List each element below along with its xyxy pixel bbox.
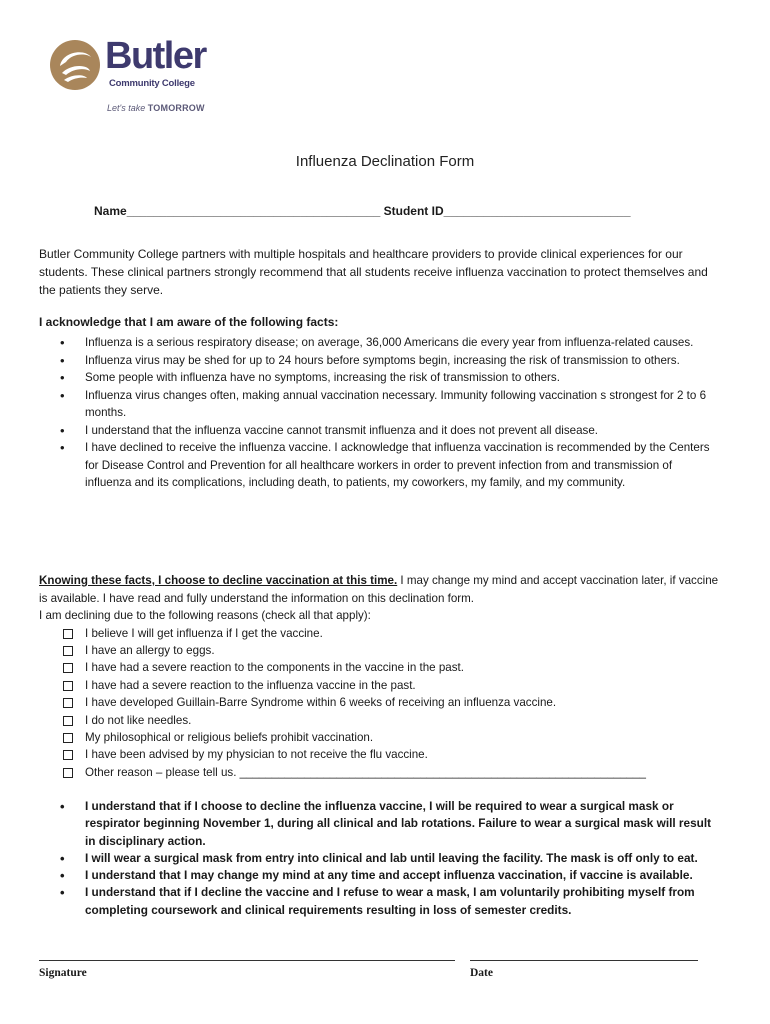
butler-logo — [50, 35, 250, 120]
student-id-blank-field[interactable]: ____________________________ — [443, 204, 631, 218]
reasons-checklist — [39, 625, 719, 782]
declination-statement — [39, 572, 719, 781]
name-student-id-row — [94, 203, 631, 220]
list-item: • I understand that if I decline the vaccine and I refuse to wear a mask, I am voluntarily prohibiting myself from completing coursework and clinical requirements resulting in loss of semester credits. — [39, 884, 719, 919]
tagline-prefix: Let's take — [107, 103, 146, 113]
reason-label: I have developed Guillain-Barre Syndrome within 6 weeks of receiving an influenza vaccine. — [85, 696, 557, 710]
acknowledge-heading: I acknowledge that I am aware of the following facts: — [39, 315, 339, 329]
declination-bold-text: Knowing these facts, I choose to decline vaccination at this time. — [39, 574, 398, 587]
reason-item — [39, 712, 719, 729]
logo-subtitle: Community College — [109, 78, 195, 89]
reason-item — [39, 729, 719, 746]
student-id-label: Student ID — [383, 204, 444, 218]
logo-name: Butler — [105, 35, 206, 77]
list-item: • Influenza is a serious respiratory disease; on average, 36,000 Americans die every year from influenza-related causes. — [39, 334, 719, 352]
reason-item — [39, 677, 719, 694]
reason-item — [39, 642, 719, 659]
mask-requirements-list — [39, 798, 719, 919]
date-line[interactable] — [470, 960, 698, 961]
checkbox[interactable] — [63, 681, 73, 691]
checkbox[interactable] — [63, 646, 73, 656]
name-label: Name — [94, 204, 127, 218]
reason-item — [39, 659, 719, 676]
list-item: • I understand that if I choose to decline the influenza vaccine, I will be required to wear a surgical mask or respirator beginning November 1, during all clinical and lab rotations. Failure to wear a surgical mask will result in disciplinary action. — [39, 798, 719, 850]
reason-label: I do not like needles. — [85, 713, 192, 727]
checkbox[interactable] — [63, 698, 73, 708]
reason-label: I have been advised by my physician to not receive the flu vaccine. — [85, 748, 428, 762]
list-item: • I will wear a surgical mask from entry into clinical and lab until leaving the facility. The mask is off only to eat. — [39, 850, 719, 867]
signature-label: Signature — [39, 967, 87, 979]
name-blank-field[interactable]: ______________________________________ — [126, 204, 381, 218]
checkbox[interactable] — [63, 629, 73, 639]
list-item: • Influenza virus may be shed for up to 24 hours before symptoms begin, increasing the risk of transmission to others. — [39, 352, 719, 370]
reason-item — [39, 746, 719, 763]
reason-item — [39, 694, 719, 711]
signature-line[interactable] — [39, 960, 455, 961]
butler-logo-mark-icon — [50, 40, 100, 90]
list-item: • Influenza virus changes often, making annual vaccination necessary. Immunity following vaccination s strongest for 2 to 6 months. — [39, 387, 719, 422]
list-item: • I have declined to receive the influenza vaccine. I acknowledge that influenza vaccination is recommended by the Centers for Disease Control and Prevention for all healthcare workers in order to prevent infection from and transmission of influenza and its complications, including death, to patients, my coworkers, my family, and my community. — [39, 439, 719, 492]
checkbox[interactable] — [63, 733, 73, 743]
reason-label: I believe I will get influenza if I get the vaccine. — [85, 626, 323, 640]
list-item: • I understand that the influenza vaccine cannot transmit influenza and it does not prevent all disease. — [39, 422, 719, 440]
reason-label: I have had a severe reaction to the components in the vaccine in the past. — [85, 661, 464, 675]
reason-label: I have had a severe reaction to the influenza vaccine in the past. — [85, 678, 416, 692]
list-item: • I understand that I may change my mind at any time and accept influenza vaccination, if vaccine is available. — [39, 867, 719, 884]
intro-paragraph: Butler Community College partners with multiple hospitals and healthcare providers to provide clinical experiences for our students. These clinical partners strongly recommend that all students receive influenza vaccination to protect themselves and the patients they serve. — [39, 247, 708, 297]
reason-label: My philosophical or religious beliefs prohibit vaccination. — [85, 730, 374, 744]
list-item: • Some people with influenza have no symptoms, increasing the risk of transmission to others. — [39, 369, 719, 387]
tagline-emphasis: TOMORROW — [147, 103, 205, 113]
declination-rest-text: I may change my mind and accept vaccination later, if vaccine is available. I have read and fully understand the information on this declination form. — [39, 574, 719, 605]
checkbox[interactable] — [63, 750, 73, 760]
logo-tagline — [107, 103, 205, 114]
reasons-intro: I am declining due to the following reasons (check all that apply): — [39, 609, 371, 622]
reason-item — [39, 625, 719, 642]
reason-label: I have an allergy to eggs. — [85, 643, 215, 657]
date-label: Date — [470, 967, 493, 979]
checkbox[interactable] — [63, 716, 73, 726]
declination-paragraph — [39, 572, 719, 607]
checkbox[interactable] — [63, 663, 73, 673]
reason-label: Other reason – please tell us. _______________________________________________________________ — [85, 765, 646, 779]
facts-list — [39, 334, 719, 492]
reason-item — [39, 764, 719, 781]
checkbox[interactable] — [63, 768, 73, 778]
form-title: Influenza Declination Form — [295, 153, 475, 170]
